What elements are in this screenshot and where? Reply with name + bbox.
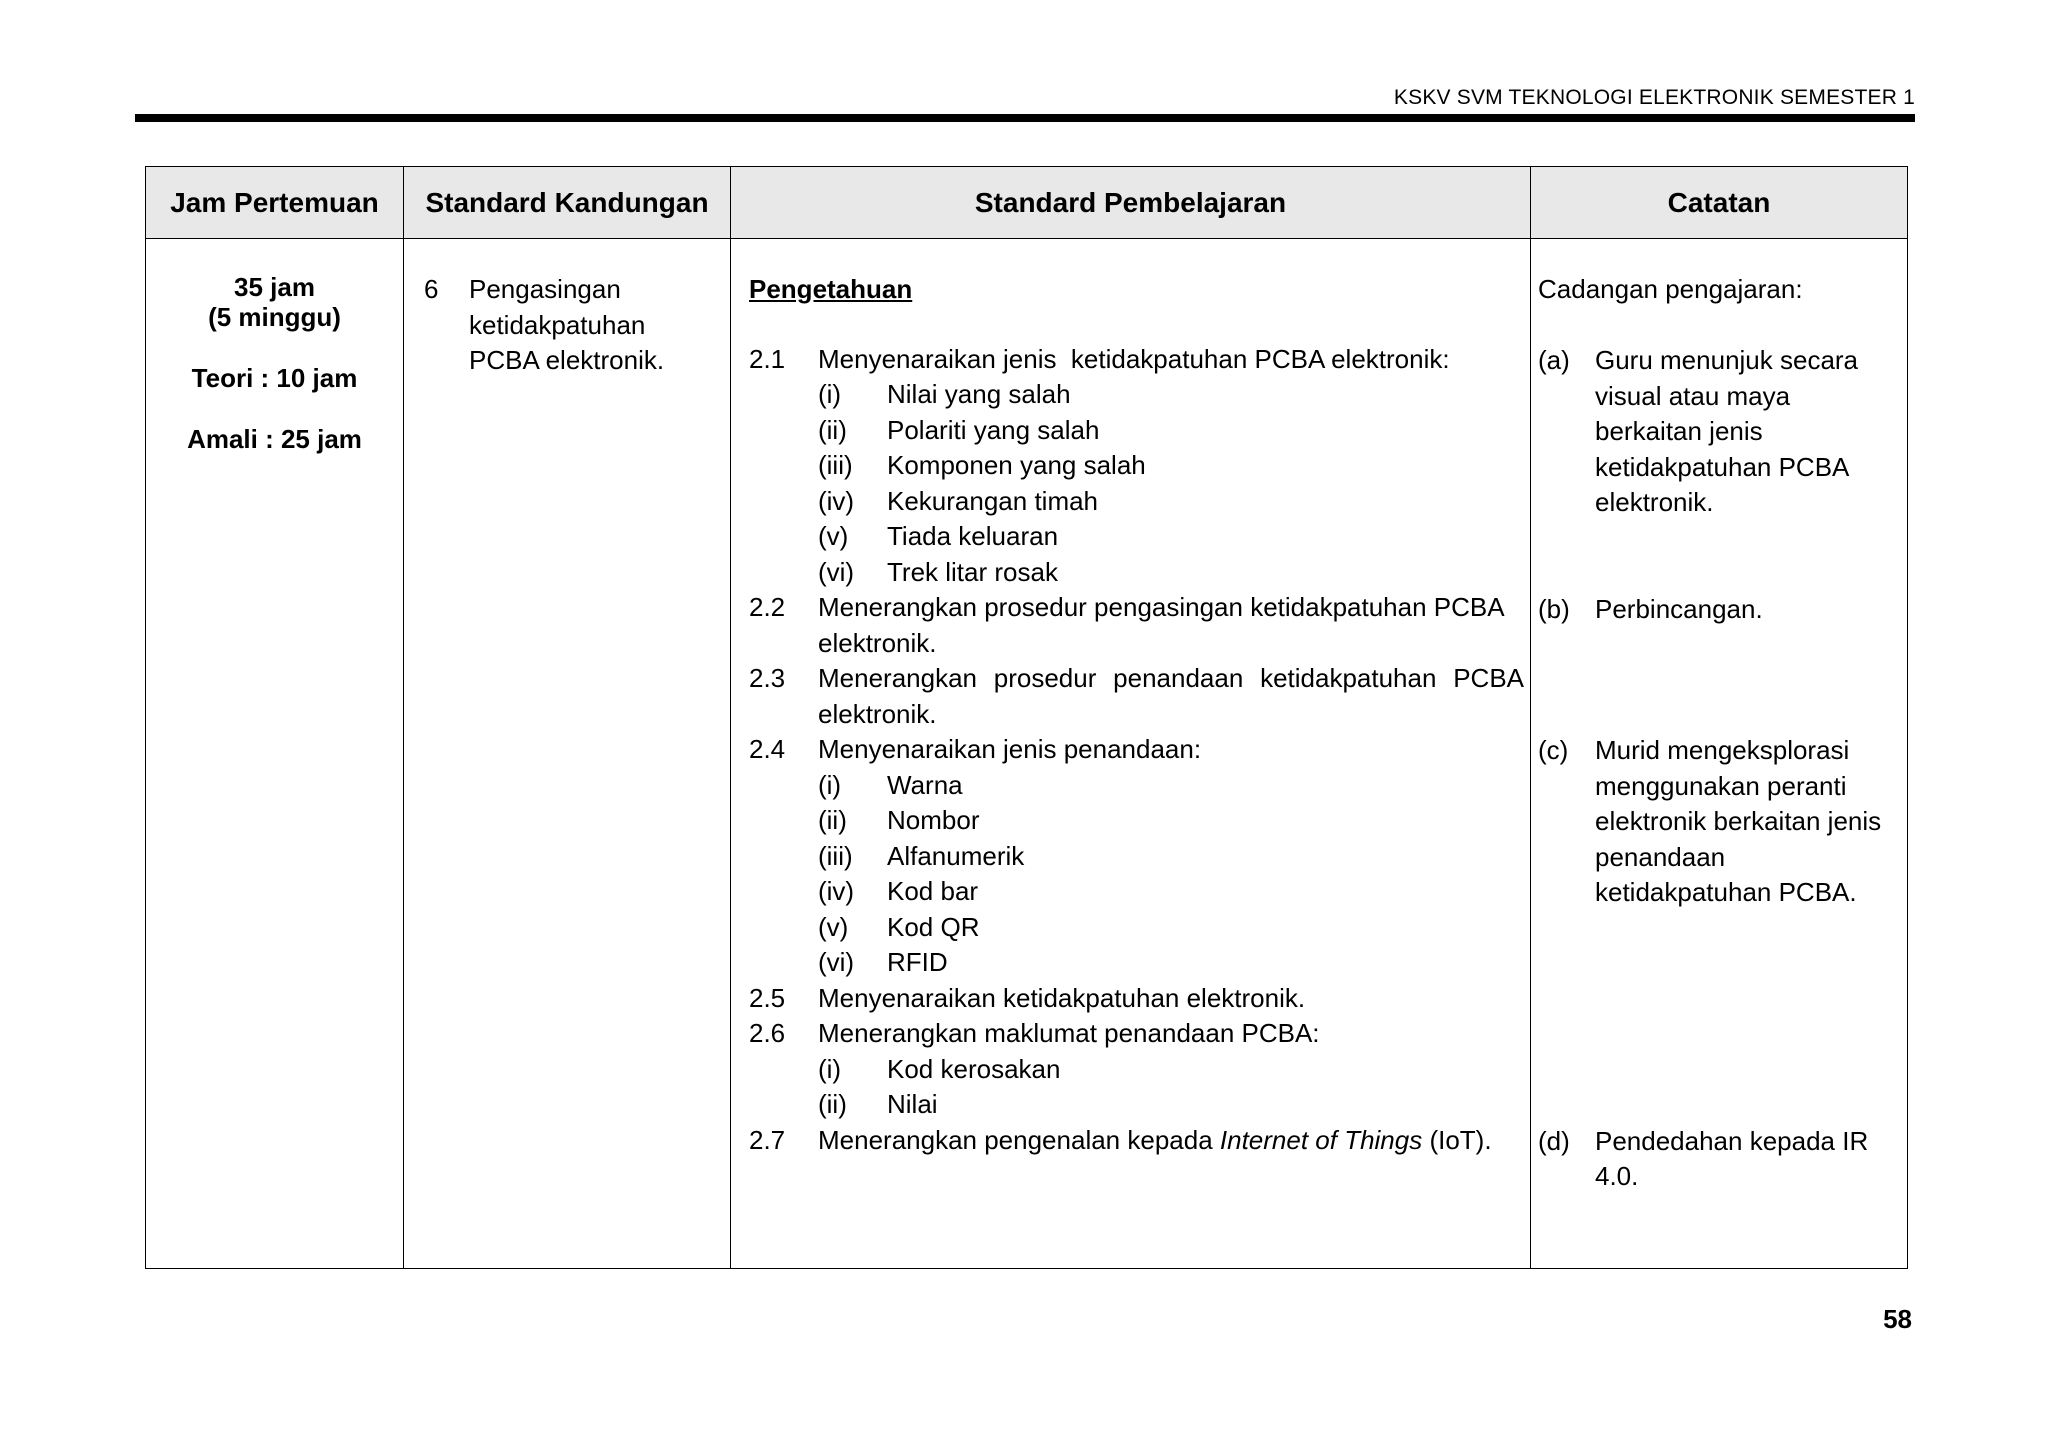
jam-total: 35 jam [234,272,315,302]
item-number: 2.3 [749,663,786,693]
sub-list-item [818,768,1524,804]
sub-item-number: (vi) [818,947,855,977]
sub-item-number: (iii) [818,450,853,480]
sub-list-item [818,519,1524,555]
jam-teori: Teori : 10 jam [191,363,358,393]
page-number: 58 [1883,1304,1912,1334]
list-item [749,732,1524,768]
cell-standard-kandungan [404,239,731,1269]
sub-item-number: (iii) [818,840,853,871]
pembelajaran-heading: Pengetahuan [749,274,913,304]
sub-item-text: Warna [887,769,963,800]
item-text: Menerangkan maklumat penandaan PCBA: [818,1018,1320,1048]
sub-item-number: (ii) [818,414,847,445]
item-number: 2.1 [749,343,786,374]
note-text: Pendedahan kepada IR 4.0. [1595,1125,1869,1191]
sub-item-text: Kod kerosakan [887,1053,1061,1084]
item-text: Menyenaraikan jenis ketidakpatuhan PCBA elektronik: [818,343,1450,374]
jam-amali: Amali : 25 jam [187,424,362,454]
list-item [1538,1124,1901,1195]
kandungan-title-line: PCBA elektronik. [469,345,665,375]
sub-list-item [818,803,1524,839]
sub-item-number: (v) [818,911,849,942]
sub-item-text: Tiada keluaran [887,521,1059,551]
sub-item-number: (iv) [818,485,855,516]
sub-list-item [818,910,1524,946]
sub-item-text: Nilai [887,1089,938,1119]
list-item [749,1123,1524,1159]
item-text: Menyenaraikan jenis penandaan: [818,734,1202,764]
sub-item-number: (ii) [818,805,847,835]
note-letter: (d) [1538,1125,1570,1156]
sub-list-item [818,413,1524,449]
column-header-standard-kandungan: Standard Kandungan [404,167,731,239]
list-item [749,590,1524,661]
sub-item-number: (i) [818,769,842,800]
sub-item-text: Trek litar rosak [887,556,1058,587]
item-number: 2.7 [749,1124,786,1155]
sub-item-text: Kod QR [887,911,980,942]
list-item [749,981,1524,1017]
column-header-catatan: Catatan [1531,167,1908,239]
sub-item-number: (i) [818,379,842,409]
item-text: Menerangkan prosedur penandaan ketidakpatuhan PCBA elektronik. [818,663,1524,729]
item-number: 2.6 [749,1018,786,1048]
sub-list-item [818,874,1524,910]
sub-list-item [818,839,1524,875]
item-text-part: Menerangkan pengenalan kepada [818,1124,1220,1155]
sub-item-text: Komponen yang salah [887,450,1146,480]
sub-item-text: Alfanumerik [887,840,1025,871]
jam-weeks: (5 minggu) [208,302,341,332]
sub-list-item [818,377,1524,413]
sub-item-number: (v) [818,521,849,551]
note-letter: (c) [1538,735,1569,765]
note-text: Guru menunjuk secara visual atau maya berkaitan jenis ketidakpatuhan PCBA elektronik. [1595,345,1859,517]
item-text-part: (IoT). [1422,1124,1492,1155]
curriculum-table [145,166,1908,1269]
sub-item-text: RFID [887,947,948,977]
sub-item-text: Nilai yang salah [887,379,1071,409]
table-header-row [146,167,1908,239]
list-item [1538,343,1901,521]
cell-catatan [1531,239,1908,1269]
sub-list-item [818,555,1524,591]
item-text [818,1123,1524,1159]
list-item [1538,733,1901,911]
cell-standard-pembelajaran [731,239,1531,1269]
note-letter: (a) [1538,345,1570,375]
list-item [749,1016,1524,1052]
sub-item-text: Kod bar [887,876,979,906]
catatan-heading: Cadangan pengajaran: [1538,274,1803,304]
sub-item-number: (vi) [818,556,855,587]
item-text: Menerangkan prosedur pengasingan ketidakpatuhan PCBA elektronik. [818,592,1504,658]
item-number: 2.5 [749,982,786,1013]
list-item [749,661,1524,732]
item-text: Menyenaraikan ketidakpatuhan elektronik. [818,982,1306,1013]
sub-item-text: Kekurangan timah [887,485,1099,516]
sub-item-number: (iv) [818,876,855,906]
kandungan-number: 6 [424,274,439,304]
document-header-title: KSKV SVM TEKNOLOGI ELEKTRONIK SEMESTER 1 [1393,86,1915,109]
list-item [1538,592,1901,628]
list-item [749,342,1524,378]
sub-list-item [818,1087,1524,1123]
sub-item-text: Nombor [887,805,980,835]
kandungan-title-line: Pengasingan [469,274,621,304]
item-number: 2.2 [749,592,786,622]
column-header-standard-pembelajaran: Standard Pembelajaran [731,167,1531,239]
sub-item-text: Polariti yang salah [887,414,1100,445]
sub-list-item [818,1052,1524,1088]
cell-jam-pertemuan [146,239,404,1269]
column-header-jam-pertemuan: Jam Pertemuan [146,167,404,239]
sub-item-number: (ii) [818,1089,847,1119]
table-row [146,239,1908,1269]
note-text: Murid mengeksplorasi menggunakan peranti elektronik berkaitan jenis penandaan ketidakpatuhan PCBA. [1595,735,1882,907]
sub-item-number: (i) [818,1053,842,1084]
kandungan-title-line: ketidakpatuhan [469,309,646,340]
header-divider [135,114,1915,122]
item-number: 2.4 [749,734,786,764]
sub-list-item [818,484,1524,520]
note-text: Perbincangan. [1595,593,1763,624]
sub-list-item [818,448,1524,484]
sub-list-item [818,945,1524,981]
note-letter: (b) [1538,593,1570,624]
item-text-italic: Internet of Things [1219,1124,1423,1155]
